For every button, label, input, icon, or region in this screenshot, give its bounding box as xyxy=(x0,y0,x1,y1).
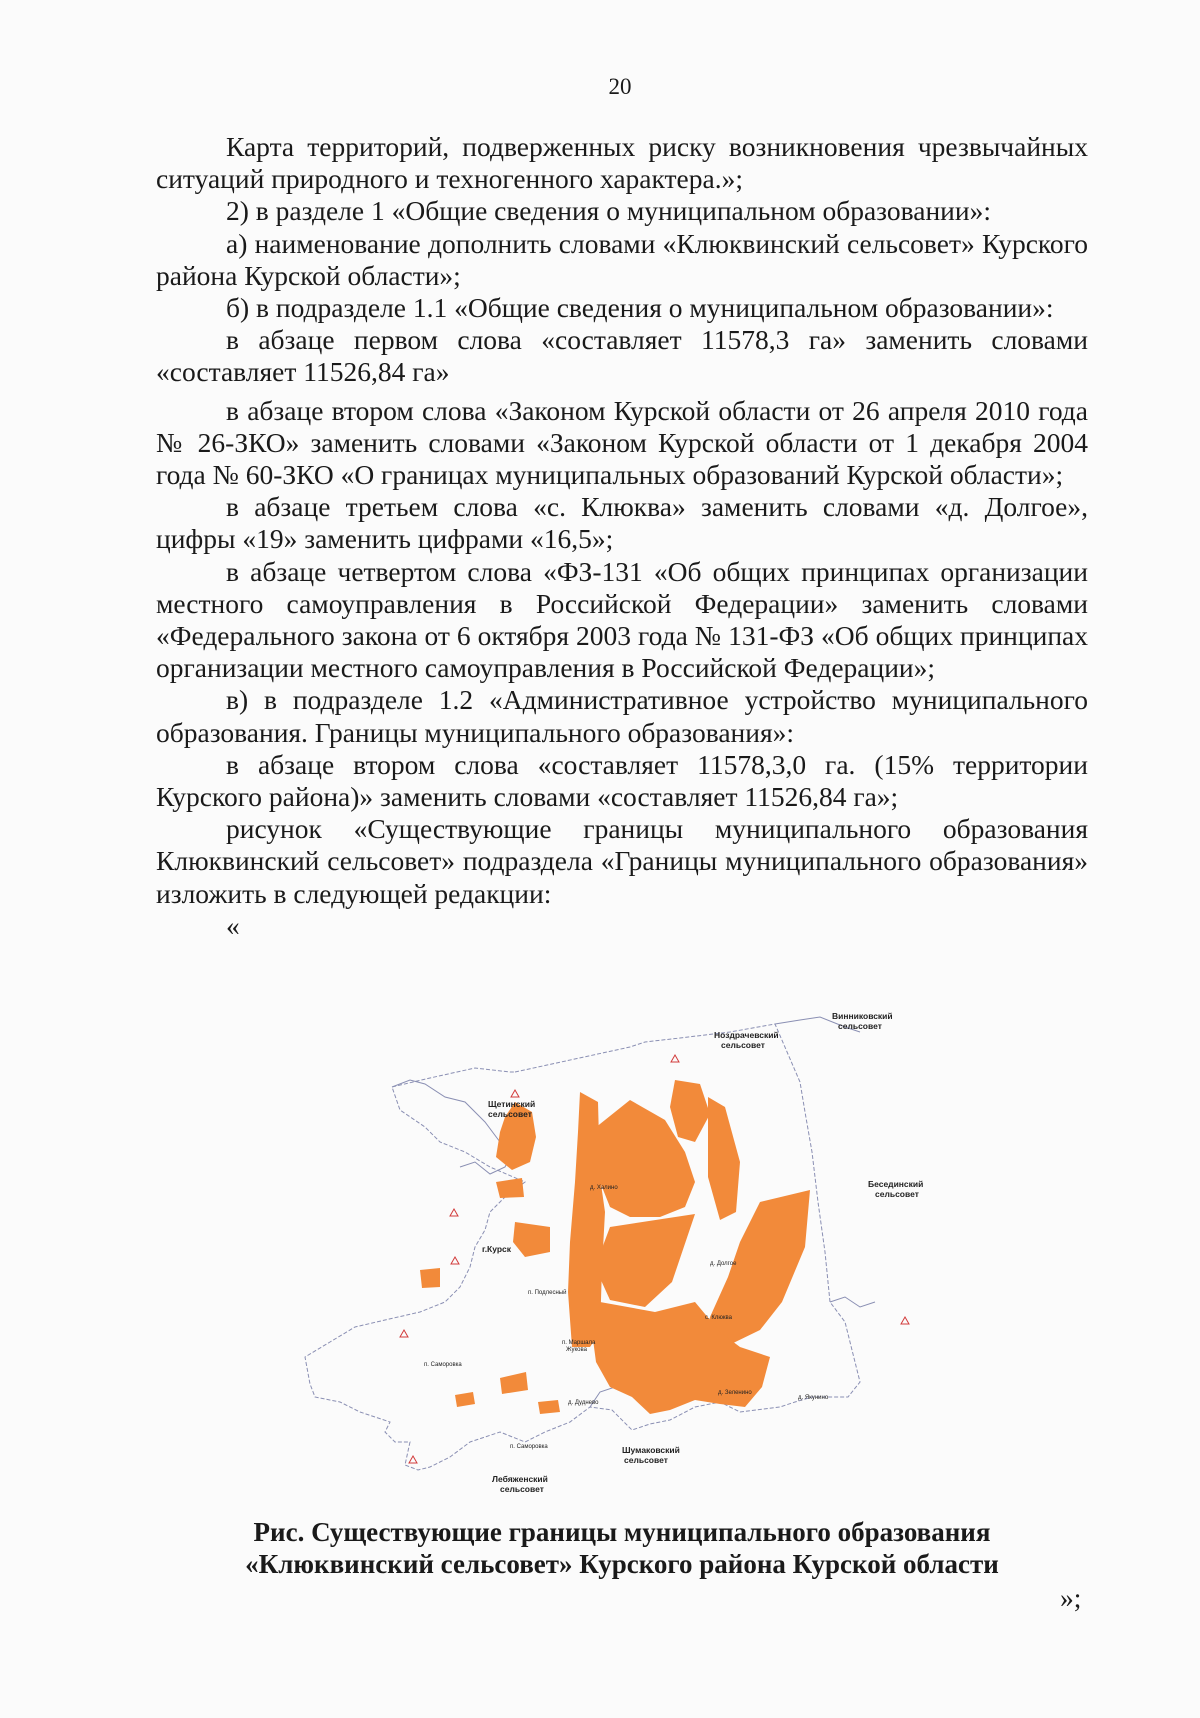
label-lebyazhensky: Лебяженский xyxy=(492,1474,548,1484)
label-samarovka: п. Саморовка xyxy=(424,1362,462,1368)
label-shumakovsky: сельсовет xyxy=(624,1455,668,1465)
territory-area xyxy=(538,1400,560,1414)
label-samarovka: п. Саморовка xyxy=(510,1444,548,1450)
paragraph-open-quote: « xyxy=(226,909,240,941)
territory-area xyxy=(595,1214,695,1307)
neighbor-boundary xyxy=(830,1297,875,1307)
label-dudnevo: д. Дуднево xyxy=(568,1400,599,1406)
paragraph: Карта территорий, подверженных риску возникновения чрезвычайных ситуаций природного и техногенного характера.»; xyxy=(156,131,1088,195)
paragraph: 2) в разделе 1 «Общие сведения о муниципальном образовании»: xyxy=(226,195,992,227)
label-marshala: Жукова xyxy=(566,1347,587,1353)
paragraph: в абзаце втором слова «составляет 11578,3,0 га. (15% территории Курского района)» заменить словами «составляет 11526,84 га»; xyxy=(156,748,1088,813)
page-number: 20 xyxy=(608,74,632,99)
paragraph: в) в подразделе 1.2 «Административное устройство муниципального образования. Границы муниципального образования»: xyxy=(156,684,1088,748)
label-vinnikovsky: Винниковский xyxy=(832,1011,893,1021)
territory-area xyxy=(420,1268,440,1288)
paragraph: в абзаце третьем слова «с. Клюква» заменить словами «д. Долгое», цифры «19» заменить цифрами «16,5»; xyxy=(156,491,1088,555)
caption-line: «Клюквинский сельсовет» Курского района Курской области xyxy=(245,1549,999,1579)
paragraph: в абзаце первом слова «составляет 11578,3 га» заменить словами «составляет 11526,84 га» xyxy=(156,324,1088,388)
boundary-map xyxy=(300,1002,940,1502)
territory-area xyxy=(500,1372,528,1394)
label-shchetinsky: Щетинский xyxy=(488,1099,536,1109)
territory-area xyxy=(708,1097,740,1220)
label-yakunino: д. Якунино xyxy=(798,1395,829,1401)
label-zelenino: д. Зеленино xyxy=(718,1390,752,1396)
label-besedinsky: Бесединский xyxy=(868,1179,924,1189)
territory-area xyxy=(513,1222,550,1257)
label-besedinsky: сельсовет xyxy=(875,1189,919,1199)
neighbor-boundary xyxy=(392,1080,510,1174)
label-halino: д. Халино xyxy=(590,1185,618,1191)
warning-triangle-icon xyxy=(450,1209,458,1216)
territory-area xyxy=(455,1392,475,1407)
figure-caption xyxy=(156,1516,1088,1580)
boundary-map-svg xyxy=(300,1002,940,1502)
warning-triangle-icon xyxy=(451,1257,459,1264)
paragraph: в абзаце четвертом слова «ФЗ-131 «Об общих принципах организации местного самоуправления в Российской Федерации» заменить словами «Федерального закона от 6 октября 2003 года № 131-ФЗ «Об общих принципах организации местного самоуправления в Российской Федерации»; xyxy=(156,555,1088,684)
caption-line: Рис. Существующие границы муниципального образования xyxy=(253,1517,991,1547)
label-shchetinsky: сельсовет xyxy=(488,1109,532,1119)
warning-triangle-icon xyxy=(671,1055,679,1062)
label-podlesny: п. Подлесный xyxy=(528,1290,567,1296)
label-kursk: г.Курск xyxy=(482,1244,512,1254)
label-dolgoe: д. Долгое xyxy=(710,1261,737,1267)
label-marshala: п. Маршала xyxy=(562,1340,596,1346)
warning-triangle-icon xyxy=(901,1317,909,1324)
body-text xyxy=(156,131,1088,942)
paragraph: б) в подразделе 1.1 «Общие сведения о муниципальном образовании»: xyxy=(226,292,1054,324)
warning-triangle-icon xyxy=(400,1330,408,1337)
territory-area xyxy=(670,1080,710,1142)
label-shumakovsky: Шумаковский xyxy=(622,1445,680,1455)
label-vinnikovsky: сельсовет xyxy=(838,1021,882,1031)
label-lebyazhensky: сельсовет xyxy=(500,1484,544,1494)
territory-areas xyxy=(420,1080,810,1414)
closing-quote: »; xyxy=(1060,1582,1082,1613)
warning-triangle-icon xyxy=(409,1456,417,1463)
label-nozdrachevsky: Ноздрачевский xyxy=(714,1030,779,1040)
paragraph: в абзаце втором слова «Законом Курской области от 26 апреля 2010 года № 26-ЗКО» заменить словами «Законом Курской области от 1 декабря 2004 года № 60-ЗКО «О границах муниципальных образований Курской области»; xyxy=(156,394,1088,491)
paragraph: рисунок «Существующие границы муниципального образования Клюквинский сельсовет» подраздела «Границы муниципального образования» изложить в следующей редакции: xyxy=(156,813,1088,909)
paragraph: а) наименование дополнить словами «Клюквинский сельсовет» Курского района Курской области»; xyxy=(156,227,1088,291)
label-nozdrachevsky: сельсовет xyxy=(721,1040,765,1050)
warning-triangle-icon xyxy=(511,1090,519,1097)
territory-area xyxy=(496,1178,524,1198)
label-klyukva: с. Клюква xyxy=(705,1315,732,1321)
